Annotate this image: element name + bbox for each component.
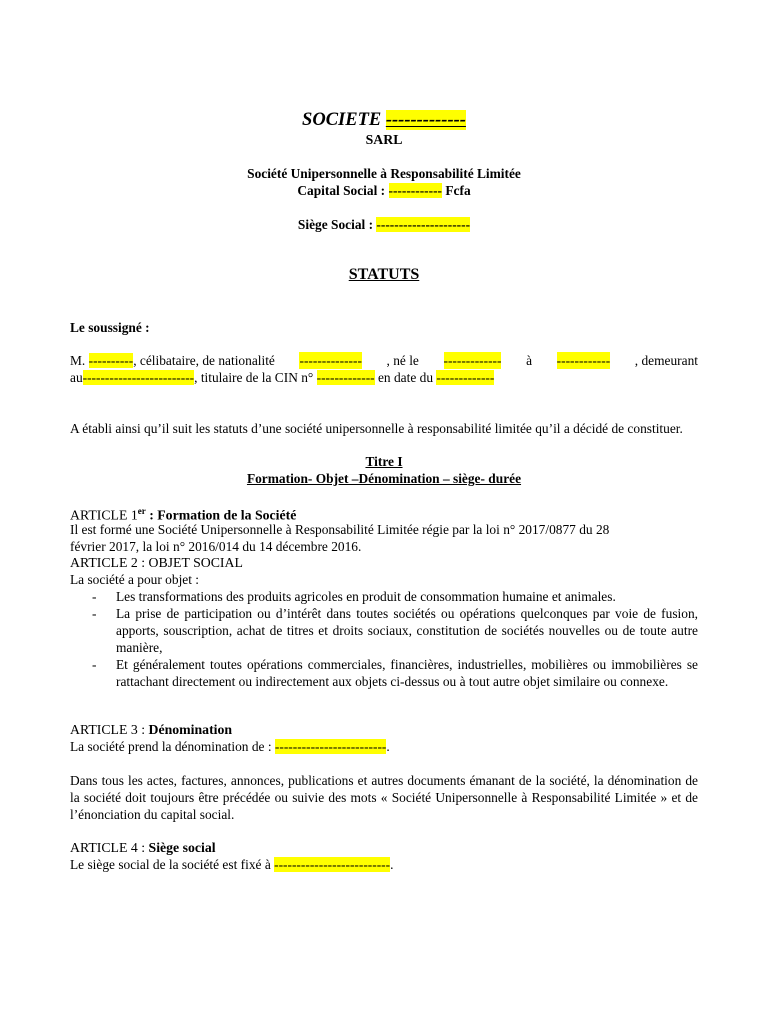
article-1-num: ARTICLE 1 [70,507,138,523]
capital-currency: Fcfa [445,183,471,198]
article-3-title: Dénomination [148,722,233,737]
name-blank: ---------- [88,353,134,368]
cin-date-blank: ------------- [436,370,495,385]
a-text: à [526,353,533,368]
article-2-intro: La société a pour objet : [70,572,200,587]
article-3-end: . [386,739,390,754]
list-item [70,605,698,656]
statuts-heading: STATUTS [348,266,420,283]
demeurant-text: , demeurant [634,353,698,368]
siege-label: Siège Social : [297,217,374,232]
company-type: Société Unipersonnelle à Responsabilité Limitée [247,166,521,181]
article-4-num: ARTICLE 4 : [70,840,146,855]
article-3-actes-paragraph: Dans tous les actes, factures, annonces, publications et autres documents émanant de la société, la dénomination de la société doit toujours être précédée ou suivie des mots « Société Unipersonnelle à Responsabilité Limitée » et de l’énonciation du capital social. [70,773,698,822]
dash-bullet: - [92,589,97,604]
article-1-sup: er [137,506,146,516]
person-line-1 [70,352,698,369]
capital-social [0,182,768,199]
article-2-list [70,588,698,690]
birth-date-blank: ------------- [443,353,502,368]
denomination-blank: ------------------------- [274,739,387,754]
m-label: M. [70,353,86,368]
article-4-sentence: Le siège social de la société est fixé à [70,857,271,872]
titre-subtitle: Formation- Objet –Dénomination – siège- durée [246,471,522,486]
siege-social [0,216,768,233]
siege-blank: --------------------- [376,217,471,232]
article-1-line-2: février 2017, la loi n° 2016/014 du 14 décembre 2016. [70,539,362,554]
list-item-text: La prise de participation ou d’intérêt dans toutes sociétés ou opérations quelconques par voie de fusion, apports, souscription, achat de titres et droits sociaux, constitution de sociétés nouvelles ou de toute autre manière, [116,606,698,655]
au-text: au [70,370,83,385]
nationality-blank: -------------- [299,353,362,368]
dash-bullet: - [92,606,97,621]
article-1-title: : Formation de la Société [145,507,297,523]
company-prefix: SOCIETE [302,110,382,130]
article-3-sentence: La société prend la dénomination de : [70,739,272,754]
company-title [0,109,768,131]
ne-le-text: , né le [386,353,419,368]
article-3-text [70,738,390,755]
article-4-heading [70,839,216,856]
list-item-text: Les transformations des produits agricoles en produit de consommation humaine et animales. [116,589,616,604]
article-2-heading: ARTICLE 2 : OBJET SOCIAL [70,555,243,570]
soussigne-heading: Le soussigné : [70,320,150,335]
titulaire-text: , titulaire de la CIN n° [194,370,314,385]
list-item [70,656,698,690]
article-3-heading [70,721,232,738]
siege-address-blank: -------------------------- [274,857,391,872]
capital-blank: ------------ [388,183,443,198]
person-line-2 [70,369,698,386]
article-4-text [70,856,393,873]
company-name-blank: ------------- [385,110,466,130]
article-3-num: ARTICLE 3 : [70,722,146,737]
list-item [70,588,698,605]
cin-blank: ------------- [316,370,375,385]
address-blank: ------------------------- [82,370,195,385]
person-paragraph [70,352,698,386]
article-1-line-1: Il est formé une Société Unipersonnelle à Responsabilité Limitée régie par la loi n° 2017/0877 du 28 [70,522,610,537]
titre-label: Titre I [365,454,403,469]
dash-bullet: - [92,657,97,672]
birthplace-blank: ------------ [556,353,611,368]
article-4-title: Siège social [148,840,216,855]
person-name-segment [70,352,275,369]
intro-paragraph: A établi ainsi qu’il suit les statuts d’une société unipersonnelle à responsabilité limitée qu’il a décidé de constituer. [70,421,683,436]
article-4-end: . [390,857,394,872]
legal-form: SARL [365,132,403,147]
en-date-du-text: en date du [377,370,434,385]
capital-label: Capital Social : [297,183,386,198]
celibataire-text: , célibataire, de nationalité [133,353,275,368]
list-item-text: Et généralement toutes opérations commerciales, financières, industrielles, mobilières ou immobilières se rattachant directement ou indirectement aux objets ci-dessus ou à tout autre objet similaire ou connexe. [116,657,698,689]
